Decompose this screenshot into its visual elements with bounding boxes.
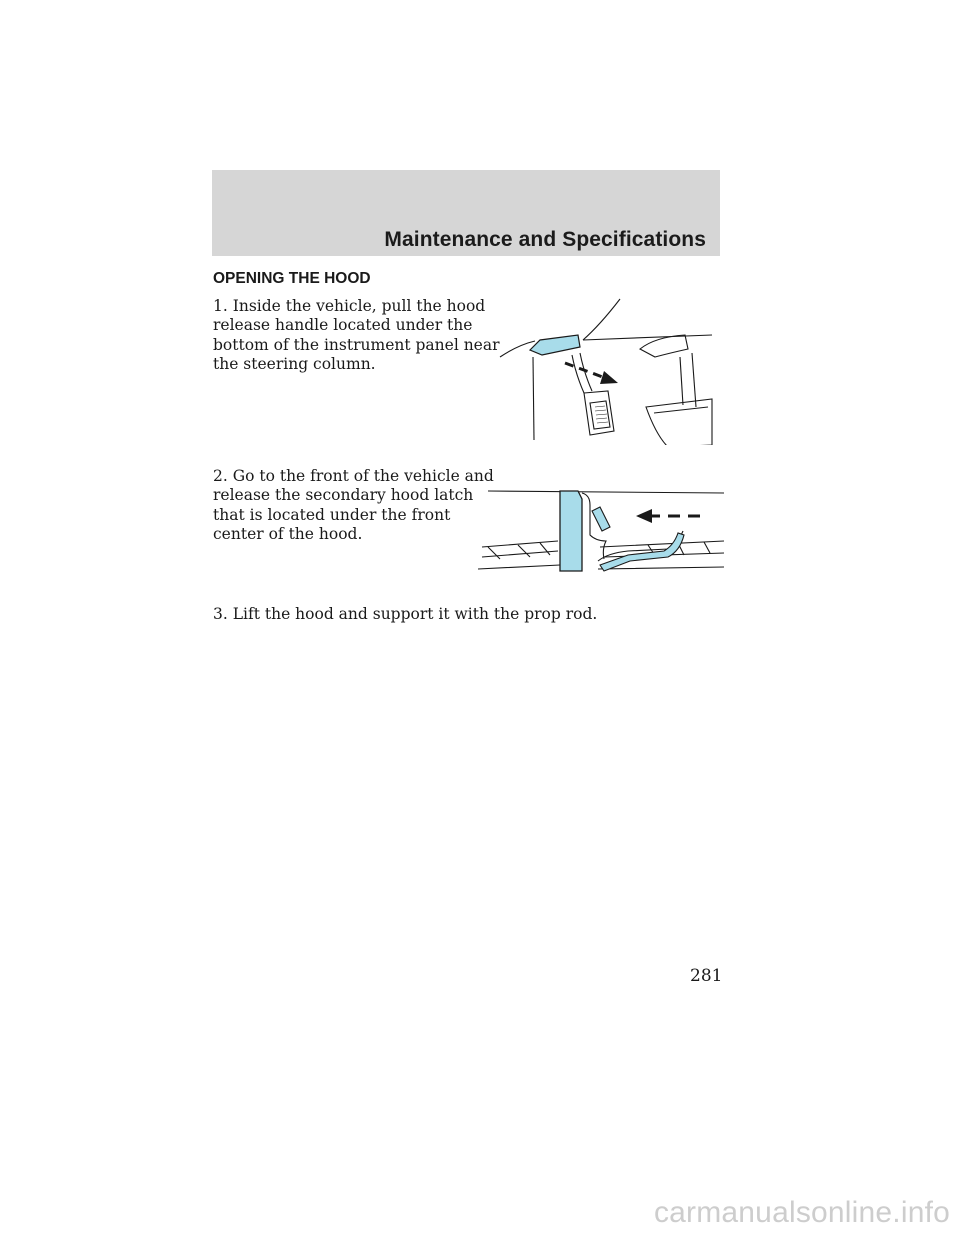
secondary-hood-latch-illustration bbox=[478, 485, 724, 580]
secondary-latch-lever bbox=[600, 533, 684, 571]
step-1-line: release handle located under the bbox=[213, 316, 473, 335]
steering-column-shroud bbox=[640, 335, 688, 357]
dash-edge bbox=[500, 341, 535, 357]
accelerator-edge bbox=[654, 407, 708, 413]
page-number: 281 bbox=[690, 966, 723, 986]
step-1 bbox=[213, 297, 500, 374]
pull-arrow-head bbox=[600, 371, 618, 384]
step-3 bbox=[213, 605, 733, 624]
watermark[interactable]: carmanualsonline.info bbox=[653, 1196, 950, 1229]
section-header-title: Maintenance and Specifications bbox=[384, 228, 706, 251]
dash-edge bbox=[583, 335, 712, 340]
release-arrow-head bbox=[636, 509, 652, 523]
hood-edge bbox=[488, 491, 724, 493]
accelerator-pedal bbox=[646, 399, 712, 445]
dash-edge bbox=[583, 299, 620, 340]
section-heading: OPENING THE HOOD bbox=[213, 270, 371, 287]
brake-pedal-pad bbox=[590, 401, 610, 429]
step-2-line: that is located under the front bbox=[213, 505, 451, 524]
step-1-line: bottom of the instrument panel near bbox=[213, 335, 500, 354]
latch-plate bbox=[560, 491, 582, 571]
step-3-line: 3. Lift the hood and support it with the prop rod. bbox=[213, 605, 598, 623]
step-2-line: release the secondary hood latch bbox=[213, 486, 474, 505]
column-post bbox=[680, 357, 683, 405]
step-2 bbox=[213, 467, 494, 544]
step-2-line: center of the hood. bbox=[213, 524, 363, 543]
section-header-band bbox=[212, 170, 720, 256]
latch-tab bbox=[592, 507, 610, 531]
grille-slats bbox=[478, 541, 560, 569]
step-1-line: 1. Inside the vehicle, pull the hood bbox=[213, 297, 486, 315]
hood-release-handle-illustration bbox=[480, 295, 720, 445]
column-post bbox=[692, 353, 696, 407]
step-1-line: the steering column. bbox=[213, 354, 376, 373]
hood-release-handle bbox=[530, 335, 580, 355]
panel-edge bbox=[533, 357, 534, 440]
step-2-line: 2. Go to the front of the vehicle and bbox=[213, 467, 494, 485]
